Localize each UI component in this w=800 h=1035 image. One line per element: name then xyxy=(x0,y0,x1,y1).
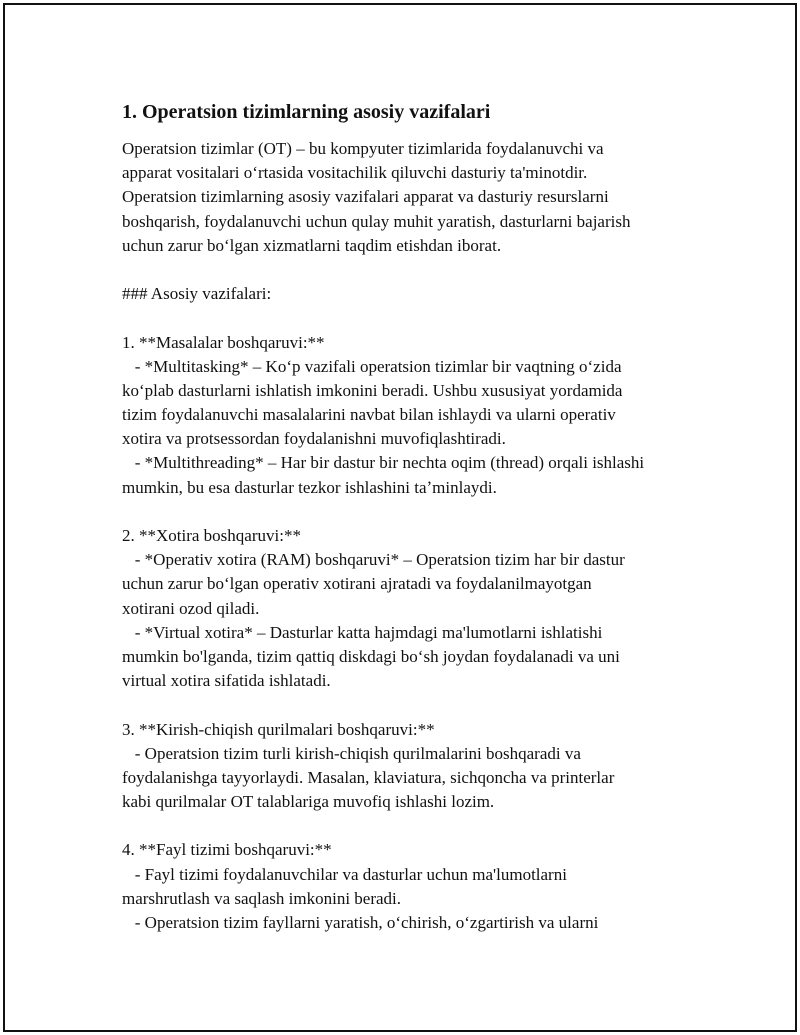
document-heading: 1. Operatsion tizimlarning asosiy vazifalari xyxy=(122,101,491,123)
document-body xyxy=(122,99,702,935)
section-line: virtual xotira sifatida ishlatadi. xyxy=(122,671,331,691)
section-line: mumkin bo'lganda, tizim qattiq diskdagi boʻsh joydan foydalanadi va uni xyxy=(122,646,620,666)
section-line: xotirani ozod qiladi. xyxy=(122,598,260,618)
spacer xyxy=(122,693,702,717)
page-frame xyxy=(3,3,797,1032)
section-kirish-chiqish xyxy=(122,718,702,815)
section-line: kabi qurilmalar OT talablariga muvofiq ishlashi lozim. xyxy=(122,792,495,812)
section-line: - *Multithreading* – Har bir dastur bir nechta oqim (thread) orqali ishlashi xyxy=(122,453,645,473)
section-line: - *Virtual xotira* – Dasturlar katta hajmdagi ma'lumotlarni ishlatishi xyxy=(122,622,603,642)
intro-paragraph xyxy=(122,137,702,258)
subheading: ### Asosiy vazifalari: xyxy=(122,284,272,304)
spacer xyxy=(122,306,702,330)
intro-line: apparat vositalari oʻrtasida vositachilik qiluvchi dasturiy ta'minotdir. xyxy=(122,163,588,183)
section-fayl-tizimi xyxy=(122,838,702,935)
spacer xyxy=(122,814,702,838)
section-title: 3. **Kirish-chiqish qurilmalari boshqaruvi:** xyxy=(122,719,435,739)
section-line: koʻplab dasturlarni ishlatish imkonini beradi. Ushbu xususiyat yordamida xyxy=(122,380,623,400)
section-line: - Fayl tizimi foydalanuvchilar va dasturlar uchun ma'lumotlarni xyxy=(122,864,567,884)
section-line: - Operatsion tizim turli kirish-chiqish qurilmalarini boshqaradi va xyxy=(122,743,581,763)
section-masalalar xyxy=(122,331,702,500)
section-line: tizim foydalanuvchi masalalarini navbat bilan ishlaydi va ularni operativ xyxy=(122,405,616,425)
section-title: 1. **Masalalar boshqaruvi:** xyxy=(122,332,325,352)
section-title: 2. **Xotira boshqaruvi:** xyxy=(122,526,301,545)
section-line: xotira va protsessordan foydalanishni muvofiqlashtiradi. xyxy=(122,429,506,449)
intro-line: uchun zarur boʻlgan xizmatlarni taqdim etishdan iborat. xyxy=(122,235,502,255)
section-title: 4. **Fayl tizimi boshqaruvi:** xyxy=(122,840,332,860)
intro-line: boshqarish, foydalanuvchi uchun qulay muhit yaratish, dasturlarni bajarish xyxy=(122,211,631,231)
section-line: - *Multitasking* – Koʻp vazifali operatsion tizimlar bir vaqtning oʻzida xyxy=(122,356,622,376)
spacer xyxy=(122,258,702,282)
section-xotira xyxy=(122,524,702,693)
section-line: marshrutlash va saqlash imkonini beradi. xyxy=(122,888,402,908)
section-line: uchun zarur boʻlgan operativ xotirani ajratadi va foydalanilmayotgan xyxy=(122,574,592,594)
section-line: foydalanishga tayyorlaydi. Masalan, klaviatura, sichqoncha va printerlar xyxy=(122,767,615,787)
section-line: - Operatsion tizim fayllarni yaratish, oʻchirish, oʻzgartirish va ularni xyxy=(122,913,599,932)
section-line: - *Operativ xotira (RAM) boshqaruvi* – Operatsion tizim har bir dastur xyxy=(122,550,625,570)
intro-line: Operatsion tizimlar (OT) – bu kompyuter tizimlarida foydalanuvchi va xyxy=(122,139,604,158)
spacer xyxy=(122,500,702,524)
intro-line: Operatsion tizimlarning asosiy vazifalari apparat va dasturiy resurslarni xyxy=(122,187,609,207)
section-line: mumkin, bu esa dasturlar tezkor ishlashini taʼminlaydi. xyxy=(122,477,497,497)
